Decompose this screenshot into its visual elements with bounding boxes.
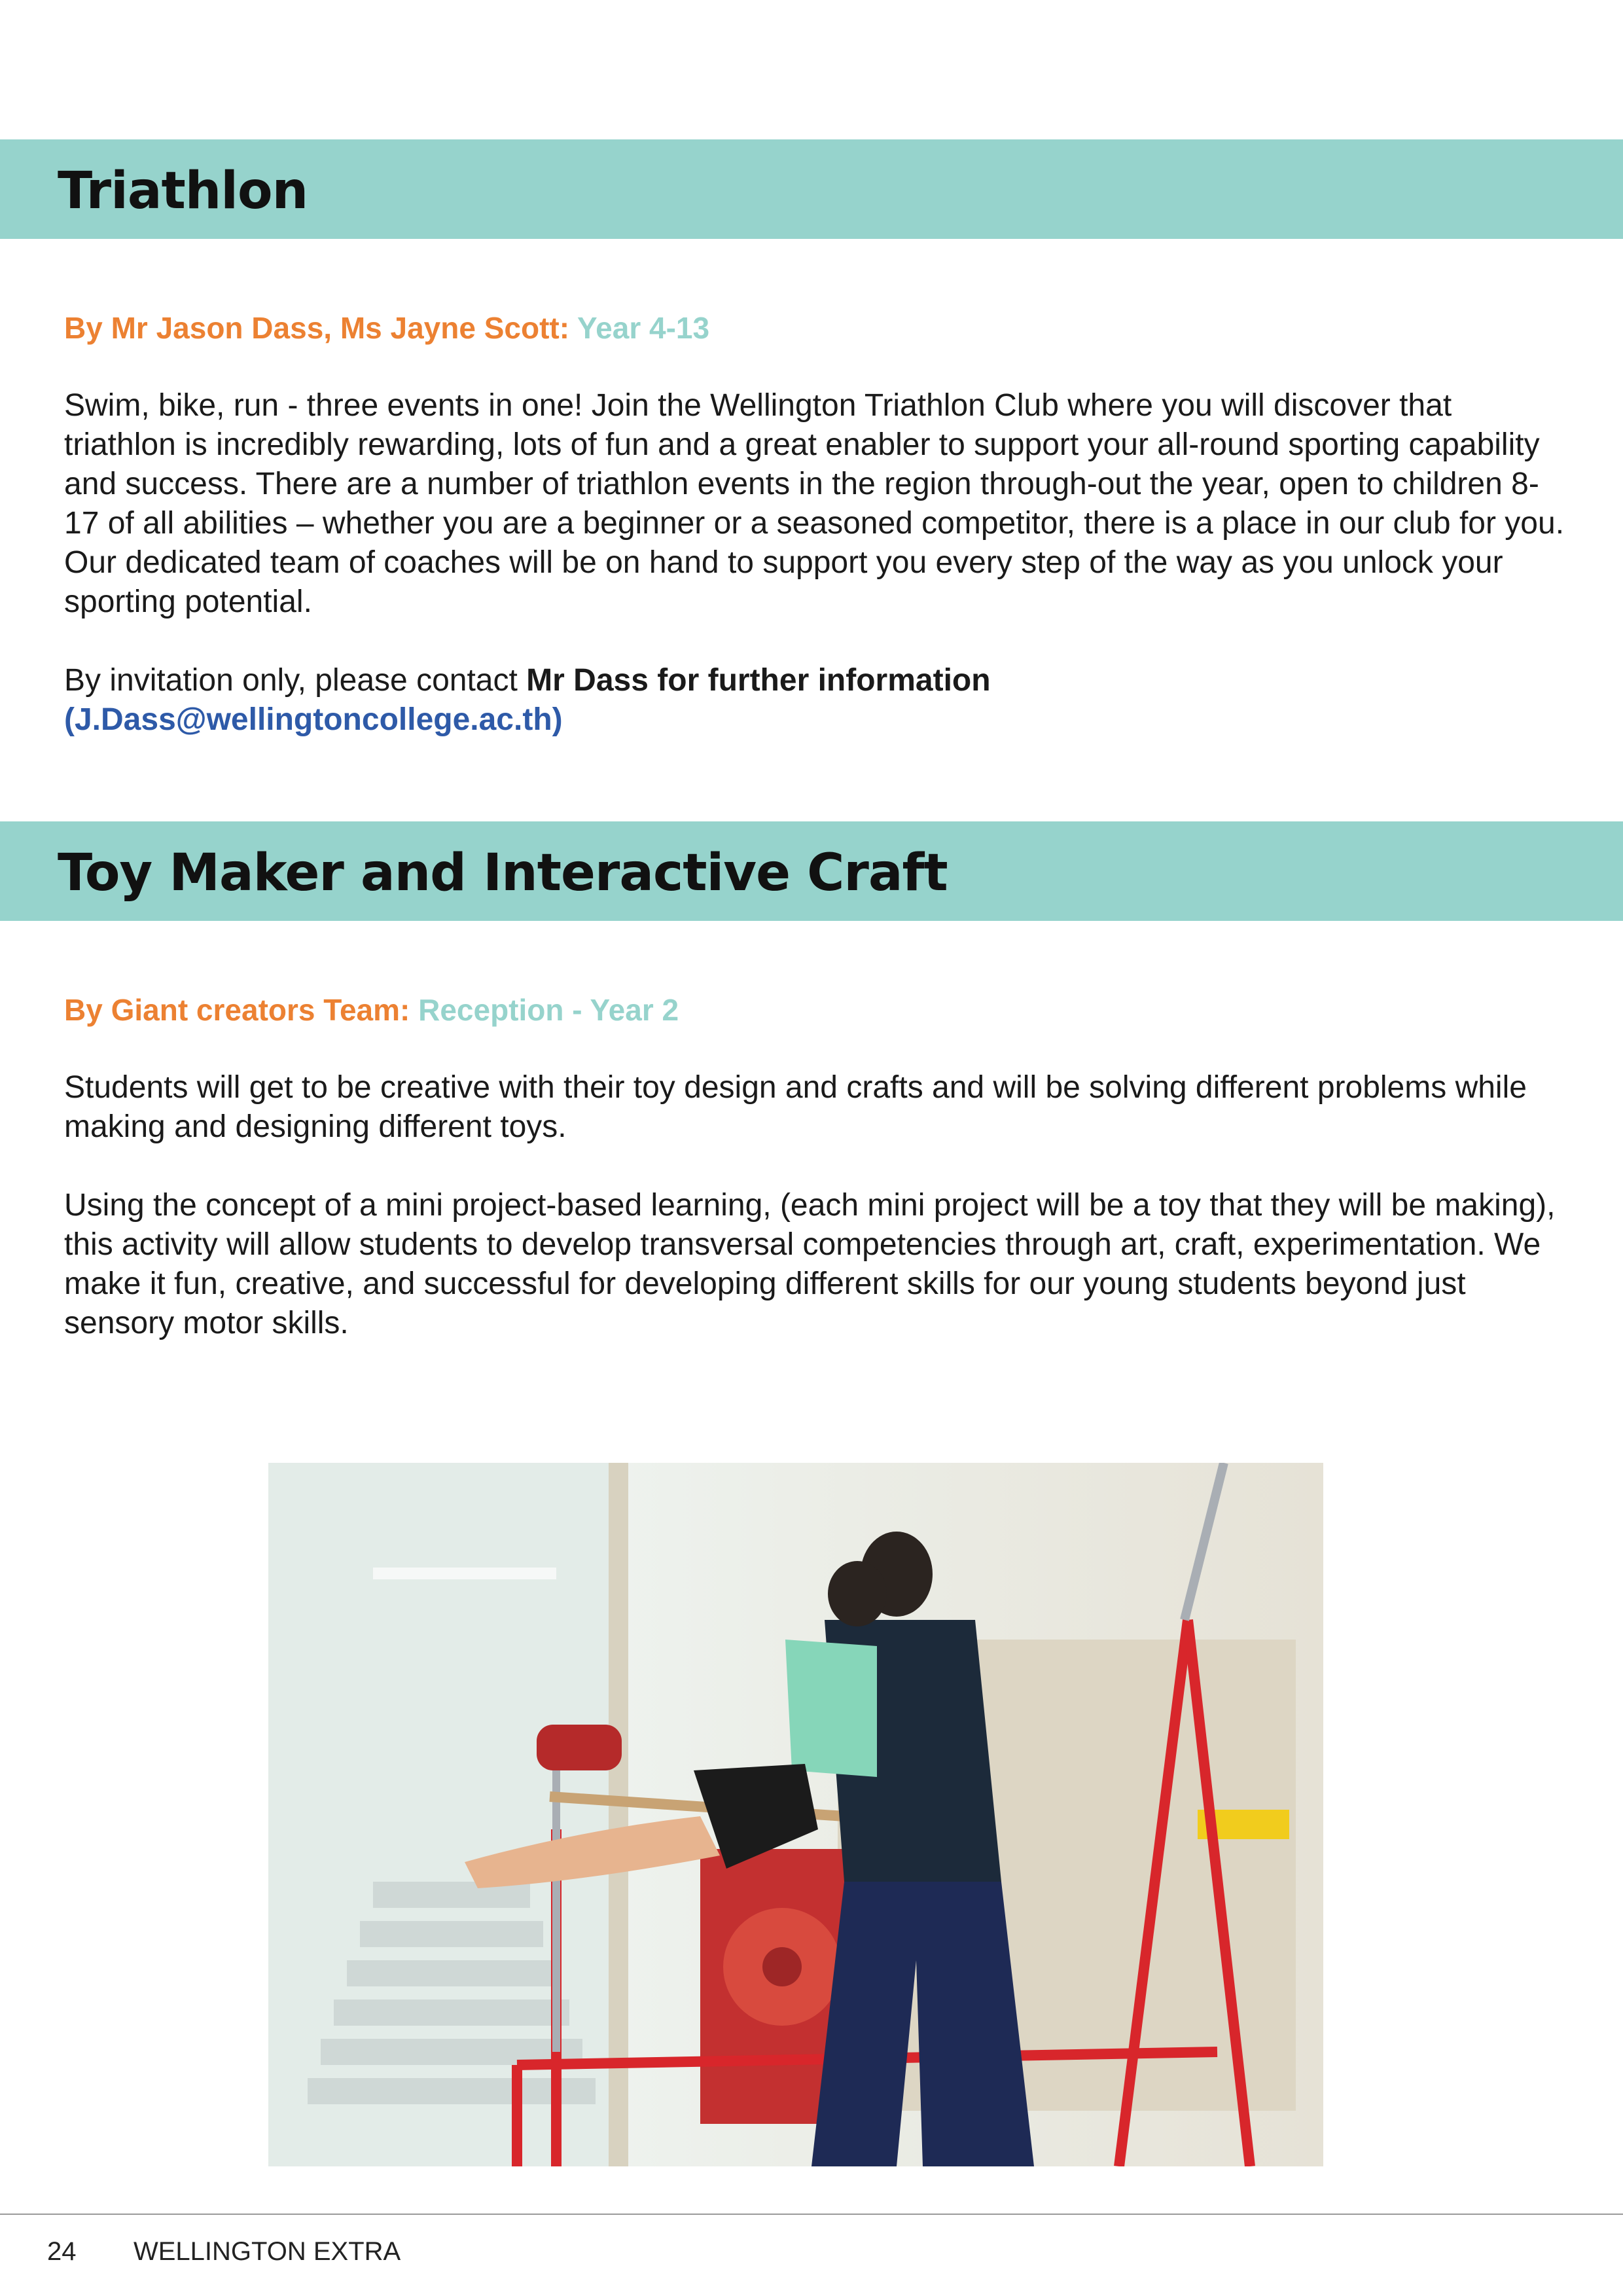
section-paragraph: Using the concept of a mini project-based learning, (each mini project will be a toy that they will be making), this activity will allow students to develop transversal competencies through art, craft, experimentation. We make it fun, creative, and successful for developing different skills for our young students beyond just sensory motor skills. (64, 1188, 1556, 1340)
section-header-triathlon (0, 139, 1623, 239)
contact-email-link[interactable]: (J.Dass@wellingtoncollege.ac.th) (64, 702, 563, 737)
section-paragraph: Swim, bike, run - three events in one! Join the Wellington Triathlon Club where you will discover that triathlon is incredibly rewarding, lots of fun and a great enabler to support your all-round sporting capability and success. There are a number of triathlon events in the region through-out the year, open to children 8-17 of all abilities – whether you are a beginner or a seasoned competitor, there is a place in our club for you. Our dedicated team of coaches will be on hand to support you every step of the way as you unlock your sporting potential. (64, 388, 1565, 619)
section-title: Triathlon (58, 162, 308, 221)
footer-publication: WELLINGTON EXTRA (134, 2237, 401, 2266)
footer-divider (0, 2214, 1623, 2215)
byline (64, 992, 679, 1028)
section-title: Toy Maker and Interactive Craft (58, 844, 948, 903)
byline (64, 310, 709, 346)
section-header-toy-maker (0, 821, 1623, 921)
byline-authors: By Mr Jason Dass, Ms Jayne Scott: (64, 311, 570, 345)
contact-paragraph (64, 661, 1569, 740)
section-paragraph: Students will get to be creative with their toy design and crafts and will be solving different problems while making and designing different toys. (64, 1070, 1527, 1144)
byline-authors: By Giant creators Team: (64, 993, 410, 1027)
gymnastics-photo (268, 1463, 1323, 2166)
footer-page-number: 24 (47, 2237, 77, 2266)
contact-text: By invitation only, please contact (64, 663, 527, 698)
byline-years: Year 4-13 (577, 311, 710, 345)
byline-years: Reception - Year 2 (418, 993, 679, 1027)
contact-bold: Mr Dass for further information (526, 663, 991, 698)
